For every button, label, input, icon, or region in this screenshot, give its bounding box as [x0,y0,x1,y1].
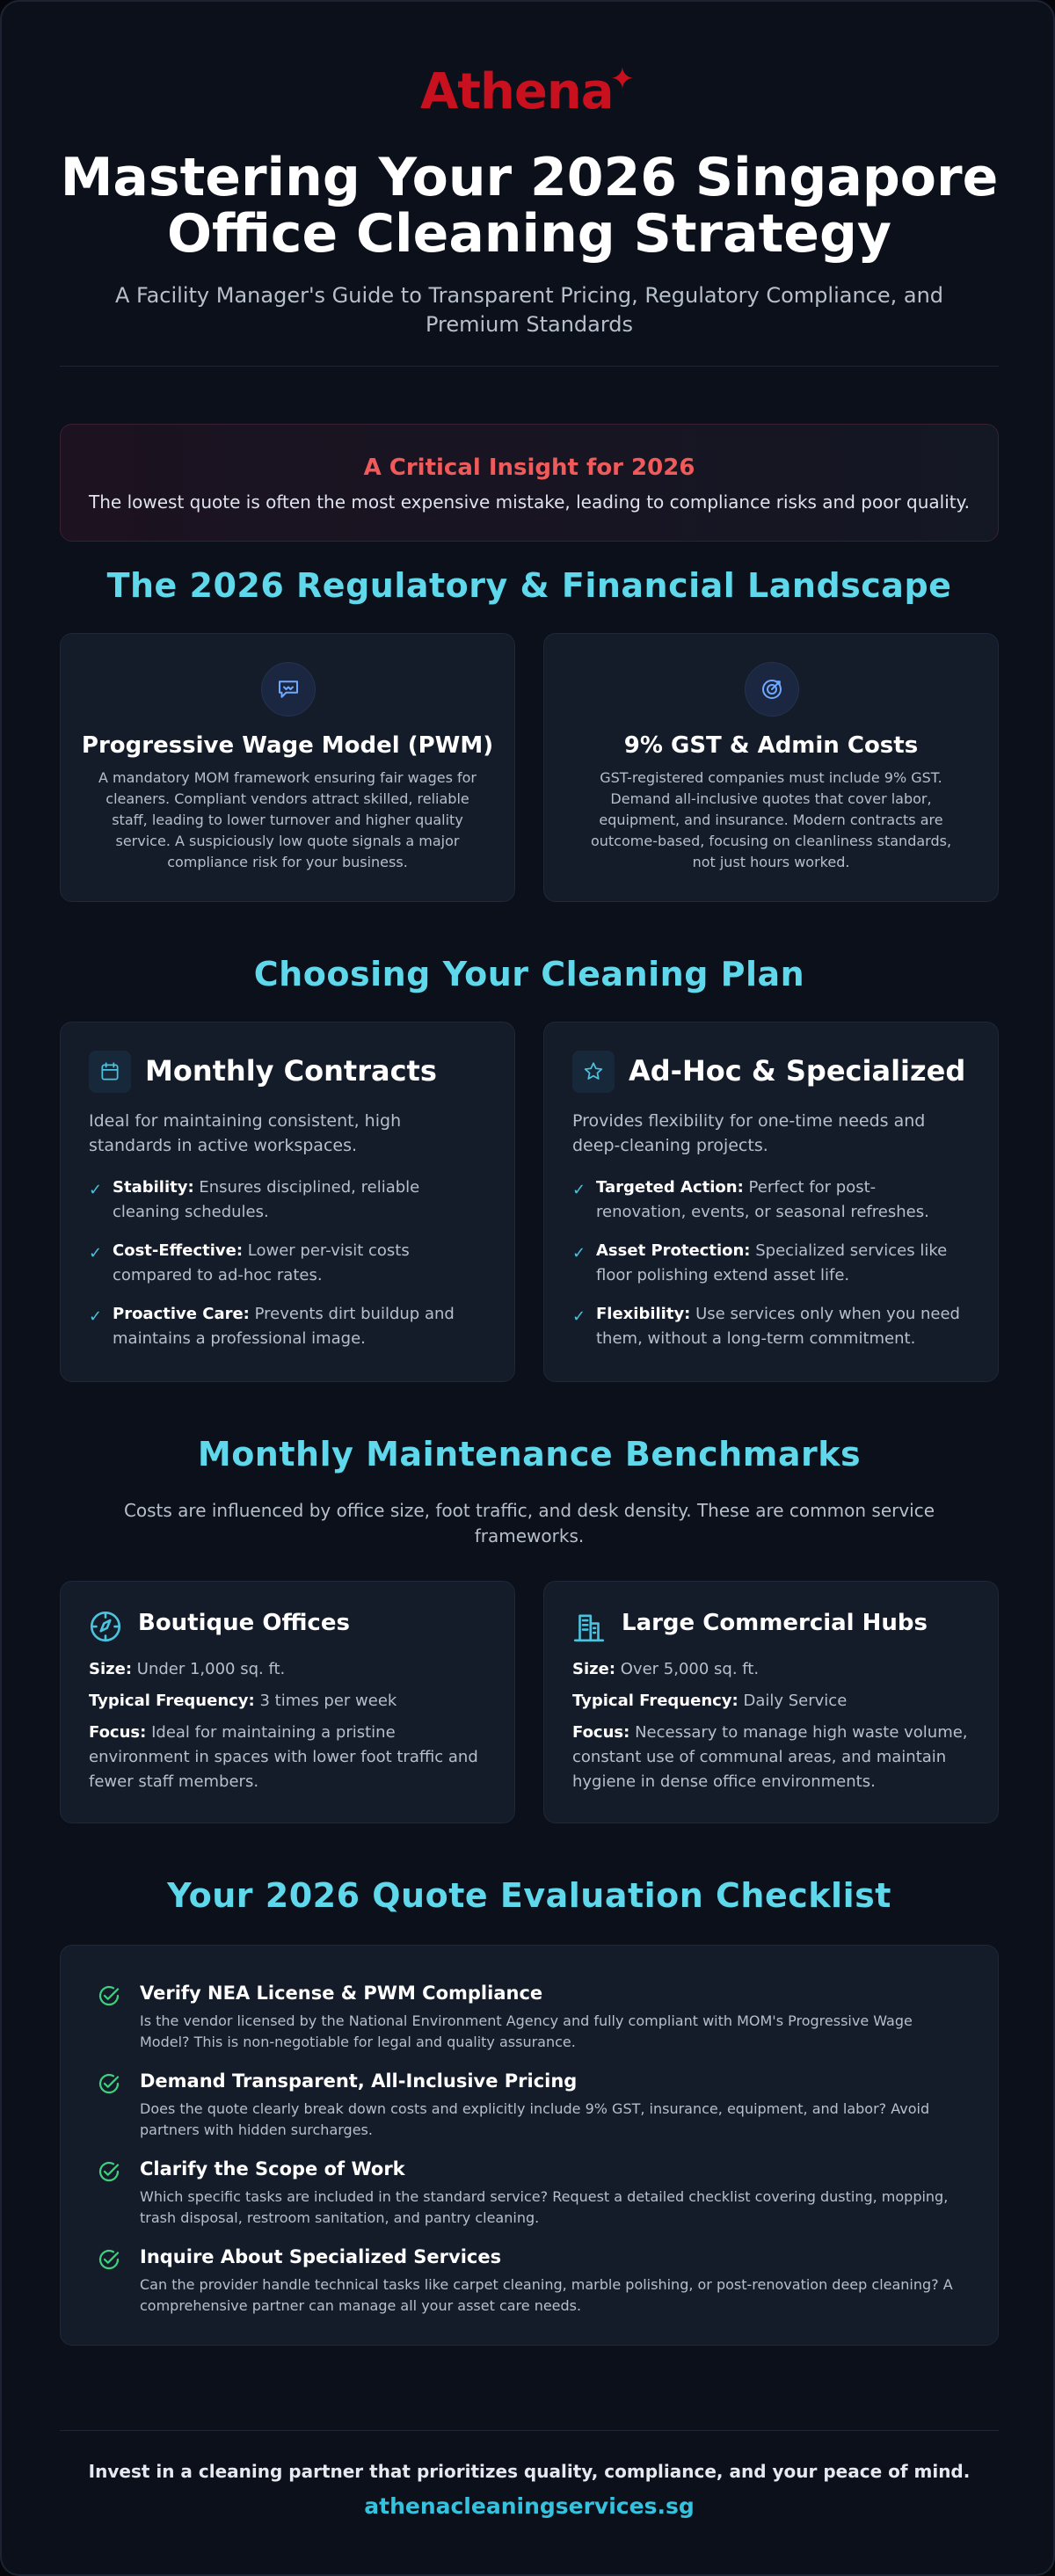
gst-heading: 9% GST & Admin Costs [623,732,919,759]
boutique-focus [89,1721,486,1794]
focus-value: Ideal for maintaining a pristine environment in spaces with lower foot traffic and fewer staff members. [89,1723,478,1791]
landscape-title: The 2026 Regulatory & Financial Landscape [106,566,952,605]
compass-icon [87,1608,124,1645]
size-label: Size: [89,1660,133,1678]
checklist-item-title: Inquire About Specialized Services [140,2246,502,2267]
bullet-label: Flexibility: [596,1305,691,1323]
bullet-label: Cost-Effective: [113,1241,244,1260]
boutique-size [89,1657,486,1682]
bullet-text: Perfect for post-renovation, events, or seasonal refreshes. [596,1178,929,1221]
page-title: Mastering Your 2026 Singapore Office Cleaning Strategy [60,147,999,265]
checklist-item-text: Does the quote clearly break down costs and explicitly include 9% GST, insurance, equipment, and labor? Avoid partners with hidden surcharges. [140,2100,930,2138]
gst-text: GST-registered companies must include 9% GST. Demand all-inclusive quotes that cover labor, equipment, and insurance. Modern contracts are outcome-based, focusing on cleanliness standards, not just hours worked. [590,769,952,870]
pwm-card [60,633,515,902]
checklist-item-title: Demand Transparent, All-Inclusive Pricing [140,2070,578,2092]
check-icon: ✓ [572,1181,586,1199]
boutique-frequency [89,1689,486,1714]
list-item [89,1239,479,1288]
list-item [572,1239,963,1288]
bullet-text: Use services only when you need them, without a long-term commitment. [596,1305,960,1348]
checklist-item-text: Can the provider handle technical tasks like carpet cleaning, marble polishing, or post-renovation deep cleaning? A comprehensive partner can manage all your asset care needs. [140,2276,953,2314]
list-item [89,1175,479,1225]
checklist-item-title: Verify NEA License & PWM Compliance [140,1983,543,2004]
building-icon [571,1608,608,1645]
checklist-item-text: Is the vendor licensed by the National Environment Agency and fully compliant with MOM's Progressive Wage Model? This is non-negotiable for legal and quality assurance. [140,2012,913,2050]
bullet-text: Prevents dirt buildup and maintains a professional image. [113,1305,455,1348]
bullet-label: Proactive Care: [113,1305,250,1323]
check-icon: ✓ [572,1244,586,1263]
boutique-offices-card [60,1581,515,1823]
checklist-card [60,1945,999,2346]
calendar-icon [89,1051,131,1093]
check-icon: ✓ [89,1244,103,1263]
check-icon: ✓ [89,1181,103,1199]
size-value: Under 1,000 sq. ft. [136,1660,286,1678]
check-icon: ✓ [572,1307,586,1326]
list-item [572,1175,963,1225]
plans-title: Choosing Your Cleaning Plan [253,955,805,993]
page-subtitle: A Facility Manager's Guide to Transparent Pricing, Regulatory Compliance, and Premium Standards [114,283,944,337]
monthly-contracts-card [60,1022,515,1382]
bullet-text: Ensures disciplined, reliable cleaning schedules. [113,1178,420,1221]
size-label: Size: [572,1660,616,1678]
insight-callout [60,424,999,542]
monthly-contracts-intro: Ideal for maintaining consistent, high standards in active workspaces. [89,1111,402,1155]
large-hubs-heading: Large Commercial Hubs [622,1610,928,1636]
monthly-contracts-heading: Monthly Contracts [145,1054,437,1088]
check-circle-icon [96,2246,122,2273]
check-circle-icon [96,2070,122,2097]
brand-star-icon: ✦ [609,62,636,97]
large-hubs-frequency [572,1689,970,1714]
adhoc-heading: Ad-Hoc & Specialized [629,1054,966,1088]
brand-logo [2,63,1055,120]
list-item [89,1302,479,1351]
list-item [572,1302,963,1351]
bullet-label: Asset Protection: [596,1241,751,1260]
focus-value: Necessary to manage high waste volume, constant use of communal areas, and maintain hygiene in dense office environments. [572,1723,968,1791]
footer-website-link[interactable]: athenacleaningservices.sg [364,2493,695,2519]
bullet-text: Lower per-visit costs compared to ad-hoc rates. [113,1241,410,1284]
focus-label: Focus: [89,1723,147,1742]
frequency-value: Daily Service [743,1692,848,1710]
focus-label: Focus: [572,1723,630,1742]
frequency-label: Typical Frequency: [89,1692,255,1710]
pwm-text: A mandatory MOM framework ensuring fair wages for cleaners. Compliant vendors attract skilled, reliable staff, leading to lower turnover and higher quality service. A suspiciously low quote signals a major compliance risk for your business. [98,769,477,870]
boutique-heading: Boutique Offices [138,1610,350,1636]
large-hubs-card [543,1581,999,1823]
check-circle-icon [96,2158,122,2185]
benchmarks-title: Monthly Maintenance Benchmarks [197,1435,862,1474]
brand-name: Athena [419,63,614,120]
star-icon [572,1051,615,1093]
bullet-label: Stability: [113,1178,194,1197]
frequency-label: Typical Frequency: [572,1692,738,1710]
header-divider [60,366,999,367]
check-circle-icon [96,1983,122,2009]
insight-heading: A Critical Insight for 2026 [363,455,695,481]
gst-card [543,633,999,902]
adhoc-card [543,1022,999,1382]
frequency-value: 3 times per week [259,1692,397,1710]
large-hubs-size [572,1657,970,1682]
check-icon: ✓ [89,1307,103,1326]
footer-tagline: Invest in a cleaning partner that prioritizes quality, compliance, and your peace of mind. [88,2461,971,2482]
checklist-title: Your 2026 Quote Evaluation Checklist [167,1876,891,1915]
adhoc-intro: Provides flexibility for one-time needs and deep-cleaning projects. [572,1111,926,1155]
benchmarks-description: Costs are influenced by office size, foot traffic, and desk density. These are common service frameworks. [123,1500,935,1546]
insight-text: The lowest quote is often the most expensive mistake, leading to compliance risks and poor quality. [89,491,970,513]
target-icon [745,662,799,717]
size-value: Over 5,000 sq. ft. [620,1660,760,1678]
checklist-item-text: Which specific tasks are included in the standard service? Request a detailed checklist covering dusting, mopping, trash disposal, restroom sanitation, and pantry cleaning. [140,2188,949,2226]
large-hubs-focus [572,1721,970,1794]
checklist-item-title: Clarify the Scope of Work [140,2158,405,2179]
bullet-label: Targeted Action: [596,1178,744,1197]
bullet-text: Specialized services like floor polishing extend asset life. [596,1241,948,1284]
footer-divider [60,2430,999,2431]
pwm-heading: Progressive Wage Model (PWM) [81,732,494,759]
speech-bubble-icon [261,662,316,717]
